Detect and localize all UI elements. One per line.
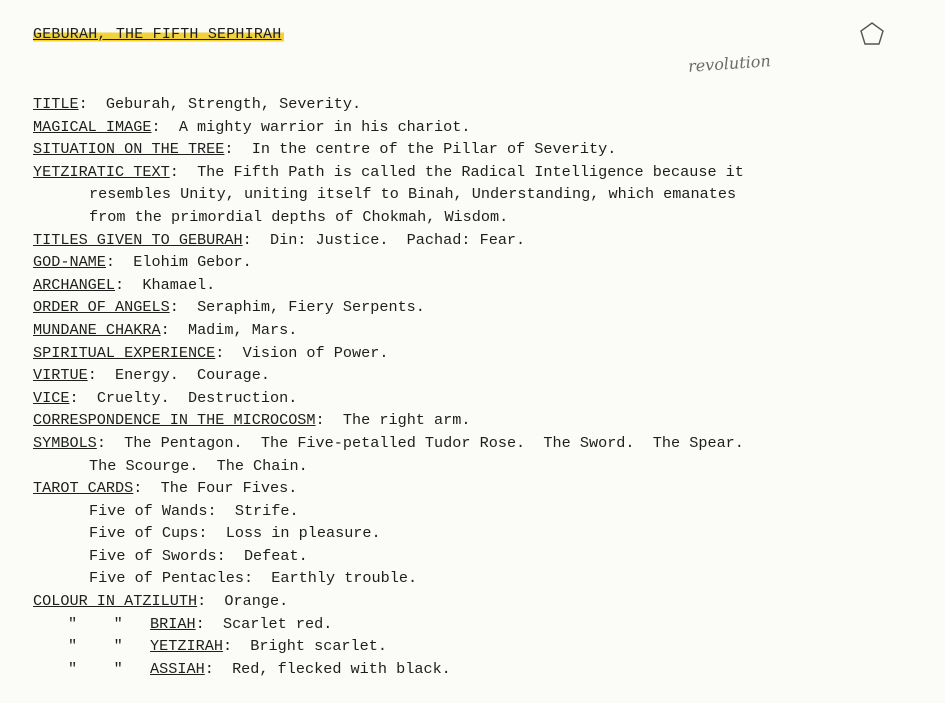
- entry-value: The Fifth Path is called the Radical Intelligence because it: [197, 162, 744, 181]
- entry-spiritual-experience: SPIRITUAL EXPERIENCE: Vision of Power.: [33, 343, 389, 362]
- entry-value: The right arm.: [342, 411, 471, 430]
- entry-label: TAROT CARDS: [33, 479, 134, 498]
- page-title: GEBURAH, THE FIFTH SEPHIRAH: [33, 26, 284, 43]
- entry-continuation: resembles Unity, uniting itself to Binah, Understanding, which emanates: [89, 185, 737, 204]
- entry-label: SYMBOLS: [33, 433, 97, 452]
- entry-god-name: GOD-NAME: Elohim Gebor.: [33, 253, 252, 272]
- entry-value: Bright scarlet.: [250, 637, 388, 656]
- entry-label: CORRESPONDENCE IN THE MICROCOSM: [33, 411, 316, 430]
- entry-titles-given: TITLES GIVEN TO GEBURAH: Din: Justice. Pachad: Fear.: [33, 230, 526, 249]
- entry-value: Madim, Mars.: [187, 320, 298, 339]
- ditto-marks: " ": [68, 637, 123, 656]
- entry-situation: SITUATION ON THE TREE: In the centre of the Pillar of Severity.: [33, 140, 617, 159]
- entry-magical-image: MAGICAL IMAGE: A mighty warrior in his chariot.: [33, 117, 471, 136]
- entry-value: Orange.: [224, 592, 289, 611]
- entry-label: YETZIRAH: [150, 637, 223, 656]
- entry-archangel: ARCHANGEL: Khamael.: [33, 275, 216, 294]
- entry-value: Khamael.: [142, 275, 216, 294]
- entry-label: GOD-NAME: [33, 253, 106, 272]
- entry-value: Vision of Power.: [242, 343, 389, 362]
- entry-value: Cruelty. Destruction.: [96, 388, 298, 407]
- entry-colour-briah: " " BRIAH: Scarlet red.: [68, 614, 333, 633]
- entry-value: The Four Fives.: [160, 479, 298, 498]
- tarot-item: Five of Cups: Loss in pleasure.: [89, 524, 381, 543]
- entry-label: SITUATION ON THE TREE: [33, 140, 225, 159]
- entry-label: ARCHANGEL: [33, 275, 116, 294]
- tarot-item: Five of Pentacles: Earthly trouble.: [89, 569, 418, 588]
- entry-title: TITLE: Geburah, Strength, Severity.: [33, 95, 362, 113]
- entry-tarot-cards: TAROT CARDS: The Four Fives.: [33, 479, 298, 498]
- entry-value: Elohim Gebor.: [133, 253, 252, 272]
- entry-value: Red, flecked with black.: [232, 659, 451, 678]
- entry-vice: VICE: Cruelty. Destruction.: [33, 388, 298, 407]
- tarot-item: Five of Wands: Strife.: [89, 501, 299, 520]
- entry-colour-yetzirah: " " YETZIRAH: Bright scarlet.: [68, 637, 388, 656]
- entry-label: ASSIAH: [150, 659, 205, 678]
- entry-label: ORDER OF ANGELS: [33, 298, 170, 317]
- entry-label: TITLE: [33, 95, 79, 113]
- entry-label: COLOUR IN ATZILUTH: [33, 592, 198, 611]
- tarot-item: Five of Swords: Defeat.: [89, 546, 308, 565]
- entry-label: TITLES GIVEN TO GEBURAH: [33, 230, 243, 249]
- entry-yetziratic-text: YETZIRATIC TEXT: The Fifth Path is called the Radical Intelligence because it: [33, 162, 744, 181]
- correspondence-list: [33, 93, 933, 680]
- entry-continuation: from the primordial depths of Chokmah, Wisdom.: [89, 207, 509, 226]
- entry-label: VIRTUE: [33, 366, 88, 385]
- entry-value: Scarlet red.: [222, 614, 333, 633]
- entry-value: Geburah, Strength, Severity.: [105, 95, 362, 113]
- entry-value: Din: Justice. Pachad: Fear.: [269, 230, 526, 249]
- entry-value: A mighty warrior in his chariot.: [178, 117, 471, 136]
- entry-order-of-angels: ORDER OF ANGELS: Seraphim, Fiery Serpents.: [33, 298, 425, 317]
- entry-value: In the centre of the Pillar of Severity.: [251, 140, 617, 159]
- entry-colour-atziluth: COLOUR IN ATZILUTH: Orange.: [33, 592, 289, 611]
- handwritten-margin-note: revolution: [687, 51, 772, 76]
- entry-label: MAGICAL IMAGE: [33, 117, 152, 136]
- entry-label: YETZIRATIC TEXT: [33, 162, 170, 181]
- entry-value: Seraphim, Fiery Serpents.: [197, 298, 425, 317]
- entry-label: BRIAH: [150, 614, 196, 633]
- entry-symbols: SYMBOLS: The Pentagon. The Five-petalled Tudor Rose. The Sword. The Spear.: [33, 433, 744, 452]
- entry-value: The Pentagon. The Five-petalled Tudor Rose. The Sword. The Spear.: [124, 433, 744, 452]
- entry-value: Energy. Courage.: [115, 366, 270, 385]
- ditto-marks: " ": [68, 659, 123, 678]
- entry-colour-assiah: " " ASSIAH: Red, flecked with black.: [68, 659, 451, 678]
- entry-virtue: VIRTUE: Energy. Courage.: [33, 366, 270, 385]
- entry-mundane-chakra: MUNDANE CHAKRA: Madim, Mars.: [33, 320, 298, 339]
- pentagon-drawing: [858, 20, 886, 48]
- entry-label: SPIRITUAL EXPERIENCE: [33, 343, 216, 362]
- entry-microcosm: CORRESPONDENCE IN THE MICROCOSM: The right arm.: [33, 411, 471, 430]
- ditto-marks: " ": [68, 614, 123, 633]
- entry-continuation: The Scourge. The Chain.: [89, 456, 308, 475]
- entry-label: MUNDANE CHAKRA: [33, 320, 161, 339]
- entry-label: VICE: [33, 388, 70, 407]
